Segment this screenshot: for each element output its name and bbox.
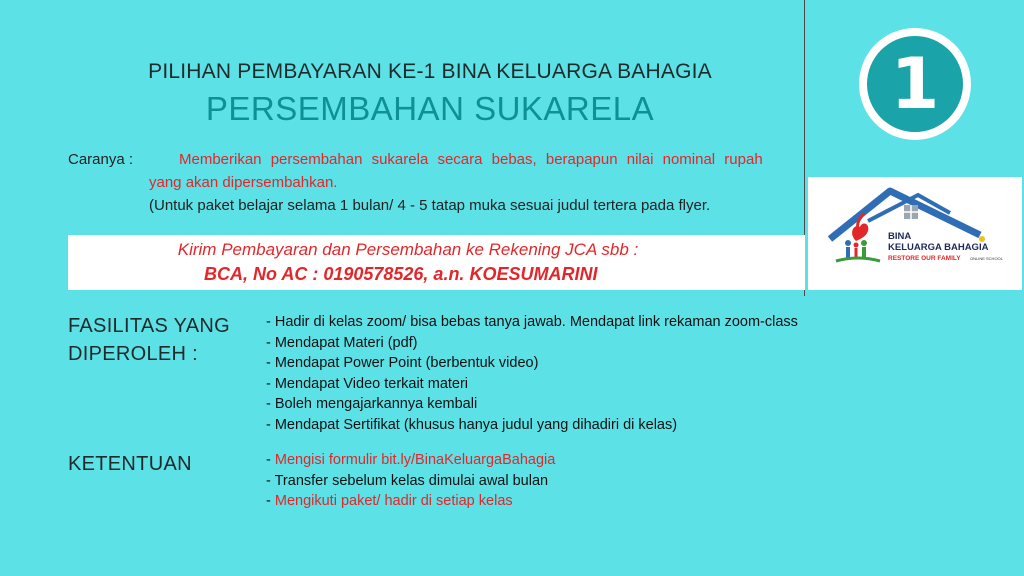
facilities-list: [266, 312, 798, 435]
logo-text-line2: KELUARGA BAHAGIA: [888, 242, 989, 253]
list-item: [266, 491, 555, 512]
list-item: - Mendapat Sertifikat (khusus hanya judul yang dihadiri di kelas): [266, 416, 678, 433]
terms-form-text: Mengisi formulir bit.ly/BinaKeluargaBahagia: [274, 452, 556, 468]
list-item: - Boleh mengajarkannya kembali: [266, 396, 478, 412]
list-item: - Hadir di kelas zoom/ bisa bebas tanya jawab. Mendapat link rekaman zoom-class: [266, 314, 798, 330]
family-house-logo-icon: [808, 177, 1022, 290]
list-item: - Mendapat Video terkait materi: [266, 375, 469, 392]
logo-card: [808, 177, 1022, 290]
logo-tagline: RESTORE OUR FAMILY: [888, 255, 961, 262]
list-item: - Mendapat Power Point (berbentuk video): [266, 355, 539, 371]
bank-account: BCA, No AC : 0190578526, a.n. KOESUMARINI: [204, 264, 598, 284]
terms-attend-text: Mengikuti paket/ hadir di setiap kelas: [274, 493, 513, 509]
terms-heading: KETENTUAN: [68, 453, 192, 475]
terms-transfer-text: Transfer sebelum kelas dimulai awal bulan: [274, 472, 549, 489]
list-dash: -: [266, 472, 275, 489]
logo-text-line1: BINA: [888, 231, 912, 242]
method-label: Caranya :: [68, 151, 134, 168]
list-dash: -: [266, 493, 275, 509]
terms-list: [266, 450, 555, 512]
facilities-heading-line1: FASILITAS YANG: [68, 315, 231, 337]
number-badge-value: 1: [867, 36, 963, 132]
method-text-line1: Memberikan persembahan sukarela secara bebas, berapapun nilai nominal rupah: [179, 151, 763, 168]
list-item: [266, 471, 555, 492]
page-subtitle: PERSEMBAHAN SUKARELA: [205, 90, 655, 127]
facilities-heading-line2: DIPEROLEH :: [68, 343, 198, 365]
bank-instruction: Kirim Pembayaran dan Persembahan ke Rekening JCA sbb :: [177, 240, 639, 259]
method-note: (Untuk paket belajar selama 1 bulan/ 4 - 5 tatap muka sesuai judul tertera pada flyer.: [149, 197, 711, 214]
list-dash: -: [266, 452, 275, 468]
facilities-heading: [68, 312, 230, 368]
list-item: - Mendapat Materi (pdf): [266, 334, 418, 351]
method-text-line2: yang akan dipersembahkan.: [149, 174, 338, 191]
page-title: PILIHAN PEMBAYARAN KE-1 BINA KELUARGA BAHAGIA: [148, 60, 712, 83]
list-item: [266, 450, 555, 471]
logo-small-text: ONLINE SCHOOL: [970, 256, 1003, 261]
